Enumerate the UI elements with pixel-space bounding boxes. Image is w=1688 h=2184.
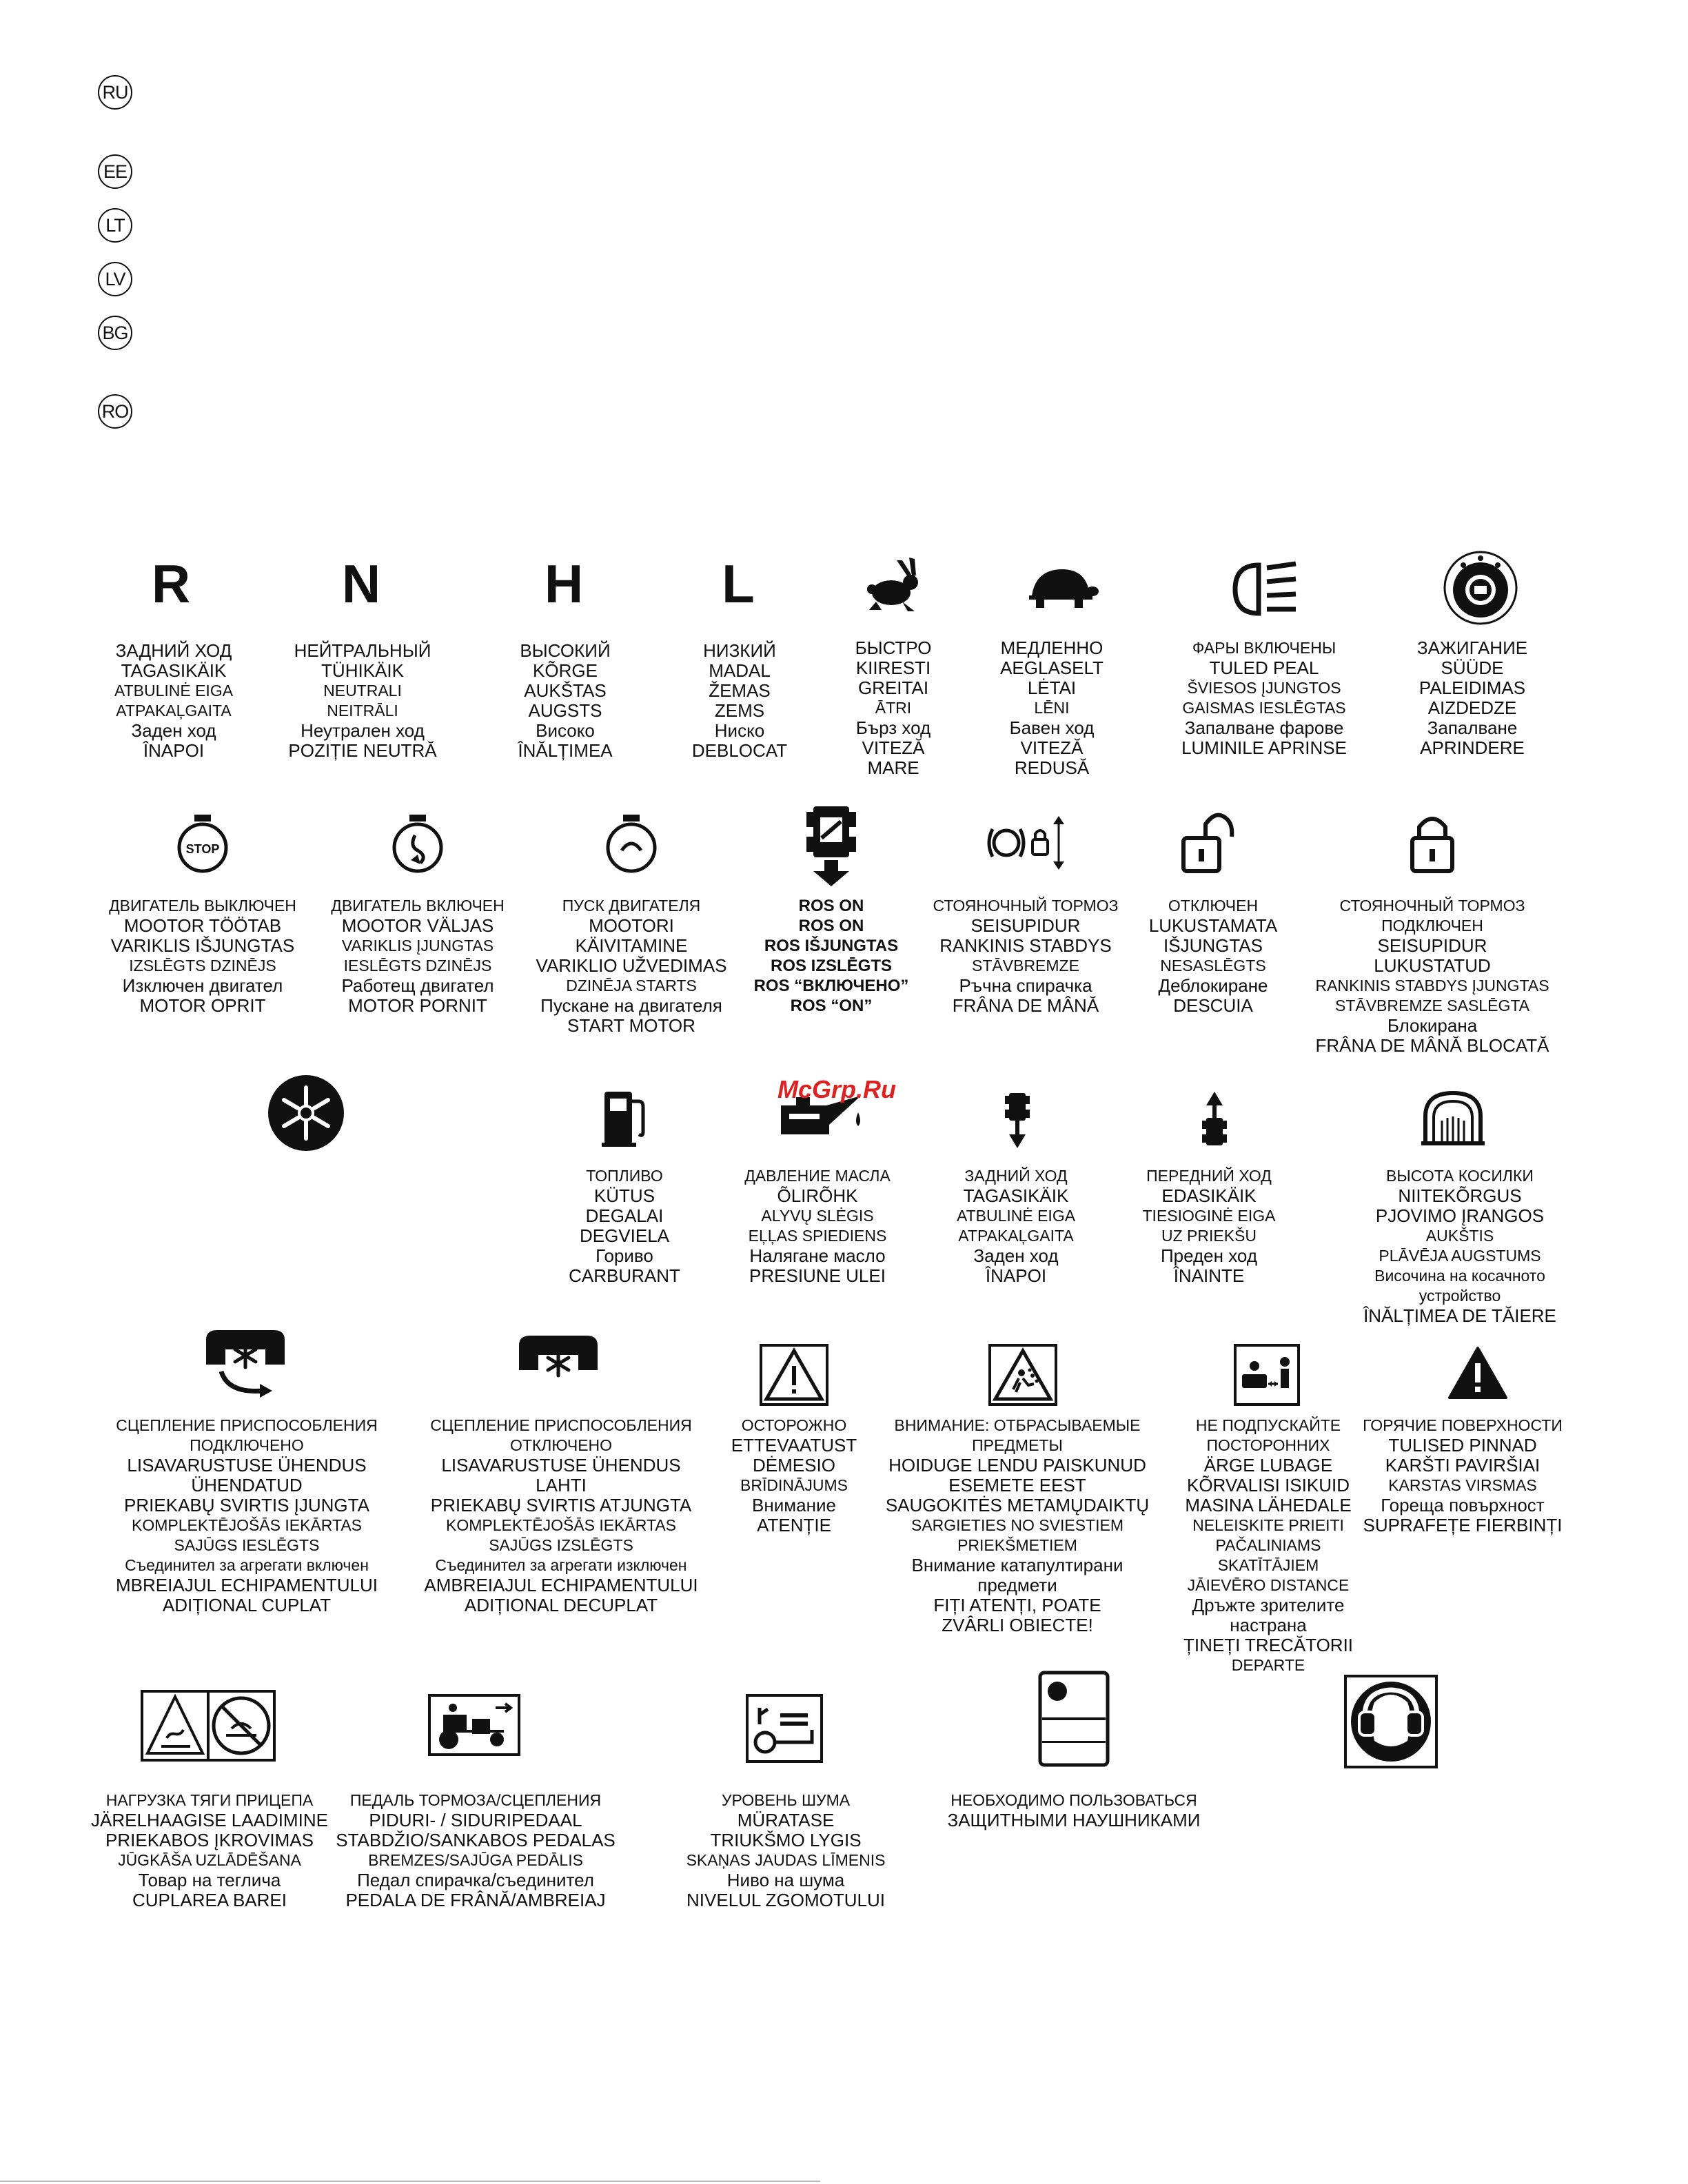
warning-icon	[1447, 1345, 1509, 1400]
attach-disengaged-caption: СЦЕПЛЕНИЕ ПРИСПОСОБЛЕНИЯ ОТКЛЮЧЕНО LISAVARUSTUSE ÜHENDUS LAHTI PRIEKABŲ SVIRTIS ATJUNGTA KOMPLEKTĒJOŠĀS IEKĀRTAS SAJŪGS IZSLĒGTS Съединител за агрегати изключен AMBREIAJUL ECHIPAMENTULUI ADIȚIONAL DECUPLAT	[424, 1416, 698, 1615]
low-letter-caption: НИЗКИЙ MADAL ŽEMAS ZEMS Ниско DEBLOCAT	[691, 640, 788, 761]
headlights-caption: ФАРЫ ВКЛЮЧЕНЫ TULED PEAL ŠVIESOS ĮJUNGTOS GAISMAS IESLĒGTAS Запалване фарове LUMINILE APRINSE	[1181, 639, 1347, 758]
blade-icon	[267, 1074, 345, 1152]
cutting-height-icon	[1418, 1086, 1487, 1148]
engine-stop-icon	[175, 812, 230, 874]
language-badge-bg: BG	[98, 316, 132, 350]
high-letter-caption: ВЫСОКИЙ KÕRGE AUKŠTAS AUGSTS Високо ÎNĂLȚIMEA	[518, 640, 613, 761]
brake-pedal-icon	[746, 1694, 823, 1763]
hitch-load-icon	[428, 1694, 520, 1756]
attachment-disengaged-icon	[513, 1331, 603, 1380]
lock-icon	[1408, 809, 1456, 875]
rabbit-icon	[862, 555, 924, 617]
neutral-letter-caption: НЕЙТРАЛЬНЫЙ TÜHIKÄIK NEUTRALI NEITRĀLI Неутрален ход POZIȚIE NEUTRĂ	[288, 640, 437, 761]
thrown-objects-caption: ВНИМАНИЕ: ОТБРАСЫВАЕМЫЕ ПРЕДМЕТЫ HOIDUGE LENDU PAISKUNUD ESEMETE EEST SAUGOKITĖS METAMŲDAIKTŲ SARGIETIES NO SVIESTIEM PRIEKŠMETIEM Внимание катапултирани предмети FIȚI ATENȚI, POATE ZVÂRLI OBIECTE!	[885, 1416, 1150, 1635]
engine-stop-caption: ДВИГАТЕЛЬ ВЫКЛЮЧЕН MOOTOR TÖÖTAB VARIKLIS IŠJUNGTAS IZSLĒGTS DZINĒJS Изключен двигател MOTOR OPRIT	[109, 897, 296, 1016]
ignition-icon	[1443, 550, 1518, 626]
ros-icon	[804, 804, 859, 888]
brake-locked-caption: СТОЯНОЧНЫЙ ТОРМОЗ ПОДКЛЮЧЕН SEISUPIDUR LUKUSTATUD RANKINIS STABDYS ĮJUNGTAS STĀVBREMZE SASLĒGTA Блокирана FRÂNA DE MÂNĂ BLOCATĂ	[1315, 897, 1549, 1056]
turtle-icon	[1024, 564, 1099, 612]
unlocked-caption: ОТКЛЮЧЕН LUKUSTAMATA IŠJUNGTAS NESASLĒGTS Деблокиране DESCUIA	[1148, 897, 1278, 1016]
noise-level-icon	[1038, 1671, 1110, 1767]
forward-arrow-caption: ПЕРЕДНИЙ ХОД EDASIKÄIK TIESIOGINĖ EIGA UZ PRIEKŠU Преден ход ÎNAINTE	[1142, 1167, 1276, 1286]
fuel-caption: ТОПЛИВО KÜTUS DEGALAI DEGVIELA Гориво CARBURANT	[569, 1167, 680, 1286]
engine-start-caption: ПУСК ДВИГАТЕЛЯ MOOTORI KÄIVITAMINE VARIKLIO UŽVEDIMAS DZINĒJA STARTS Пускане на двигателя START MOTOR	[536, 897, 727, 1036]
reverse-letter-symbol: R	[151, 553, 191, 614]
high-letter-symbol: H	[544, 553, 584, 614]
ignition-caption: ЗАЖИГАНИЕ SÜÜDE PALEIDIMAS AIZDEDZE Запалване APRINDERE	[1416, 637, 1528, 758]
bystanders-caption: НЕ ПОДПУСКАЙТЕ ПОСТОРОННИХ ÄRGE LUBAGE KÕRVALISI ISIKUID MASINA LÄHEDALE NELEISKITE PRIEITI PAČALINIAMS SKATĪTĀJIEM JĀIEVĒRO DISTANCE Дръжте зрителите настрана ȚINEȚI TRECĂTORII DEPARTE	[1183, 1416, 1354, 1674]
reverse-arrow-caption: ЗАДНИЙ ХОД TAGASIKÄIK ATBULINĖ EIGA ATPAKAĻGAITA Заден ход ÎNAPOI	[956, 1167, 1076, 1286]
caution-icon	[760, 1344, 828, 1406]
attachment-engaged-icon	[201, 1326, 290, 1398]
bystanders-icon	[1234, 1344, 1300, 1406]
hitch-load-caption: ПЕДАЛЬ ТОРМОЗА/СЦЕПЛЕНИЯ PIDURI- / SIDURIPEDAAL STABDŽIO/SANKABOS PEDALAS BREMZES/SAJŪGA PEDĀLIS Педал спирачка/съединител PEDALA DE FRÂNĂ/AMBREIAJ	[336, 1791, 616, 1910]
oil-pressure-caption: ДАВЛЕНИЕ МАСЛА ÕLIRÕHK ALYVŲ SLĖGIS EĻĻAS SPIEDIENS Налягане масло PRESIUNE ULEI	[744, 1167, 891, 1286]
language-badge-ee: EE	[98, 154, 132, 189]
svg-text:STOP: STOP	[185, 842, 220, 856]
low-letter-symbol: L	[722, 553, 755, 614]
attach-engaged-caption: СЦЕПЛЕНИЕ ПРИСПОСОБЛЕНИЯ ПОДКЛЮЧЕНО LISAVARUSTUSE ÜHENDUS ÜHENDATUD PRIEKABŲ SVIRTIS ĮJUNGTA KOMPLEKTĒJOŠĀS IEKĀRTAS SAJŪGS IESLĒGTS Съединител за агрегати включен MBREIAJUL ECHIPAMENTULUI ADIȚIONAL CUPLAT	[116, 1416, 378, 1615]
fast-caption: БЫСТРО KIIRESTI GREITAI ĀTRI Бърз ход VITEZĂ MARE	[855, 637, 932, 778]
engine-run-icon	[390, 812, 445, 874]
headlight-icon	[1231, 558, 1300, 620]
language-badge-lv: LV	[98, 262, 132, 296]
noise-level-caption: НЕОБХОДИМО ПОЛЬЗОВАТЬСЯ ЗАЩИТНЫМИ НАУШНИКАМИ	[947, 1791, 1201, 1830]
unlock-icon	[1179, 809, 1241, 875]
hot-surface-icon	[141, 1690, 276, 1762]
brake-pedal-caption: УРОВЕНЬ ШУМА MÜRATASE TRIUKŠMO LYGIS SKAŅAS JAUDAS LĪMENIS Ниво на шума NIVELUL ZGOMOTULUI	[686, 1791, 886, 1910]
fuel-pump-icon	[600, 1086, 649, 1148]
engine-start-icon	[604, 812, 659, 874]
ear-protection-icon	[1344, 1675, 1438, 1768]
footer-divider	[0, 2181, 820, 2182]
reverse-arrow-icon	[1004, 1090, 1031, 1150]
language-badge-ro: RO	[98, 394, 132, 429]
language-badge-ru: RU	[98, 75, 132, 110]
engine-run-caption: ДВИГАТЕЛЬ ВКЛЮЧЕН MOOTOR VÄLJAS VARIKLIS ĮJUNGTAS IESLĒGTS DZINĒJS Работещ двигател MOTOR PORNIT	[331, 897, 505, 1016]
hot-surfaces-caption: НАГРУЗКА ТЯГИ ПРИЦЕПА JÄRELHAAGISE LAADIMINE PRIEKABOS ĮKROVIMAS JŪGKĀŠA UZLĀDĒŠANA Товар на теглича CUPLAREA BAREI	[91, 1791, 328, 1910]
neutral-letter-symbol: N	[341, 553, 381, 614]
thrown-objects-icon	[988, 1344, 1057, 1406]
parking-brake-icon	[984, 812, 1067, 874]
slow-caption: МЕДЛЕННО AEGLASELT LĖTAI LĒNI Бавен ход VITEZĂ REDUSĂ	[1000, 637, 1104, 778]
caution-caption: ОСТОРОЖНО ETTEVAATUST DĖMESIO BRĪDINĀJUMS Внимание ATENȚIE	[731, 1416, 857, 1535]
ros-caption: ROS ON ROS ON ROS IŠJUNGTAS ROS IZSLĒGTS ROS “ВКЛЮЧЕНО” ROS “ON”	[753, 897, 909, 1015]
parking-brake-caption: СТОЯНОЧНЫЙ ТОРМОЗ SEISUPIDUR RANKINIS STABDYS STĀVBREMZE Ръчна спирачка FRÂNA DE MÂNĂ	[933, 897, 1119, 1016]
cutting-height-caption: ВЫСОТА КОСИЛКИ NIITEKÕRGUS PJOVIMO ĮRANGOS AUKŠTIS PLĀVĒJA AUGSTUMS Височина на косачното устройство ÎNĂLȚIMEA DE TĂIERE	[1363, 1167, 1556, 1326]
forward-arrow-icon	[1201, 1090, 1228, 1150]
warning-caption: ГОРЯЧИЕ ПОВЕРХНОСТИ TULISED PINNAD KARŠTI PAVIRŠIAI KARSTAS VIRSMAS Гореща повърхност SUPRAFEȚE FIERBINȚI	[1363, 1416, 1563, 1535]
reverse-letter-caption: ЗАДНИЙ ХОД TAGASIKÄIK ATBULINĖ EIGA ATPAKAĻGAITA Заден ход ÎNAPOI	[114, 640, 234, 761]
language-badge-lt: LT	[98, 208, 132, 243]
watermark: McGrp.Ru	[777, 1075, 897, 1103]
